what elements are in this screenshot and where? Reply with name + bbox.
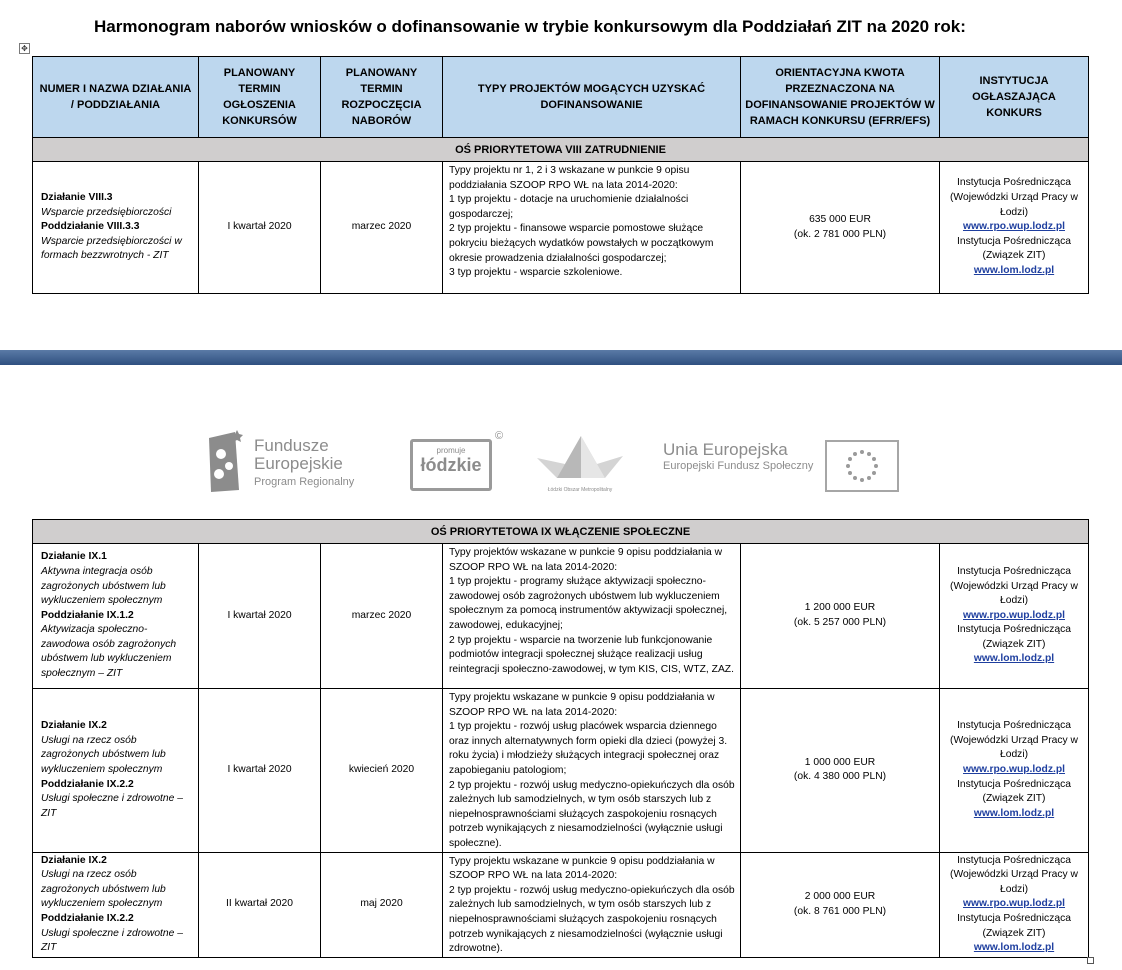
logo-strip (205, 428, 905, 498)
types-line: 1 typ projektu - dotacje na uruchomienie działalności gospodarczej; (449, 194, 689, 220)
fundusze-europejskie-icon (205, 430, 245, 496)
link-wup[interactable]: www.rpo.wup.lodz.pl (963, 763, 1066, 775)
types-line: 1 typ projektu - programy służące aktywizacji społeczno-zawodowej osób zagrożonych ubóstwem lub wykluczeniem społecznym za pomocą instrumentów aktywizacji społecznej, zawodowej, edukacyjnej; (449, 576, 728, 631)
amount-cell (741, 162, 940, 294)
table-resize-handle[interactable] (1087, 957, 1094, 964)
link-lom[interactable]: www.lom.lodz.pl (973, 807, 1055, 819)
eu-flag-icon (825, 440, 899, 492)
announcement-cell: II kwartał 2020 (199, 852, 321, 957)
types-line: 2 typ projektu - rozwój usług medyczno-opiekuńczych dla osób zależnych lub samodzielnych, w tym osób starszych lub z niepełnosprawnościami służących zaspokojeniu rosnących potrzeb wynikających z niesamodzielności (wyłącznie usługi społeczne). (449, 779, 735, 849)
amount-cell (741, 689, 940, 853)
header-announcement: PLANOWANY TERMIN OGŁOSZENIA KONKURSÓW (199, 57, 321, 138)
header-action: NUMER I NAZWA DZIAŁANIA / PODDZIAŁANIA (33, 57, 199, 138)
table-row (33, 544, 1089, 689)
action-cell (33, 162, 199, 294)
amount-eur: 1 000 000 EUR (804, 756, 876, 768)
table-row (33, 852, 1089, 957)
copyright-mark: © (495, 430, 504, 442)
action-name: Wsparcie przedsiębiorczości (41, 206, 172, 218)
fundusze-europejskie-logo (205, 428, 375, 498)
section-title-viii: OŚ PRIORYTETOWA VIII ZATRUDNIENIE (33, 138, 1089, 162)
types-line: 2 typ projektu - rozwój usług medyczno-opiekuńczych dla osób zależnych lub samodzielnych, w tym osób starszych lub z niepełnosprawnościami służących zaspokojeniu rosnących potrzeb wynikających z niesamodzielności (wyłącznie usługi zdrowotne). (449, 884, 735, 955)
table-header-row (33, 57, 1089, 138)
institution-2: Instytucja Pośrednicząca (Związek ZIT) (957, 778, 1071, 805)
action-name: Aktywna integracja osób zagrożonych ubóstwem lub wykluczeniem społecznym (41, 565, 166, 607)
header-start: PLANOWANY TERMIN ROZPOCZĘCIA NABORÓW (321, 57, 443, 138)
page-separator (0, 350, 1122, 365)
section-title-ix: OŚ PRIORYTETOWA IX WŁĄCZENIE SPOŁECZNE (33, 520, 1089, 544)
link-lom[interactable]: www.lom.lodz.pl (973, 653, 1055, 665)
institution-cell (940, 852, 1089, 957)
schedule-table-viii (32, 56, 1089, 294)
start-cell: marzec 2020 (321, 162, 443, 294)
link-wup[interactable]: www.rpo.wup.lodz.pl (962, 221, 1065, 233)
amount-eur: 635 000 EUR (809, 213, 871, 225)
institution-2: Instytucja Pośrednicząca (Związek ZIT) (957, 235, 1071, 262)
announcement-cell: I kwartał 2020 (199, 689, 321, 853)
page-title: Harmonogram naborów wniosków o dofinansowanie w trybie konkursowym dla Poddziałań ZIT na 2020 rok: (94, 17, 966, 36)
eu-line1: Unia Europejska (663, 440, 788, 459)
fe-line3: Program Regionalny (254, 476, 355, 488)
start-cell: kwiecień 2020 (321, 689, 443, 853)
subaction-number: Poddziałanie IX.2.2 (41, 778, 134, 790)
types-line: Typy projektu nr 1, 2 i 3 wskazane w punkcie 9 opisu poddziałania SZOOP RPO WŁ na lata 2014-2020: (449, 165, 690, 191)
link-lom[interactable]: www.lom.lodz.pl (973, 942, 1055, 954)
link-wup[interactable]: www.rpo.wup.lodz.pl (963, 609, 1066, 621)
institution-1: Instytucja Pośrednicząca (Wojewódzki Urząd Pracy w Łodzi) (950, 720, 1078, 761)
link-lom[interactable]: www.lom.lodz.pl (973, 264, 1055, 276)
subaction-name: Usługi społeczne i zdrowotne – ZIT (41, 927, 183, 954)
action-cell (33, 852, 199, 957)
schedule-table-ix (32, 519, 1089, 958)
types-line: Typy projektów wskazane w punkcie 9 opisu poddziałania w SZOOP RPO WŁ na lata 2014-2020: (449, 547, 723, 573)
types-cell (443, 162, 741, 294)
action-cell (33, 689, 199, 853)
link-wup[interactable]: www.rpo.wup.lodz.pl (963, 898, 1066, 910)
types-line: 1 typ projektu - rozwój usług placówek wsparcia dziennego oraz innych alternatywnych form opieki dla dzieci (powyżej 3. roku życia) i młodzieży służących integracji społecznej oraz zapobieganiu patologiom; (449, 721, 728, 776)
table-row (33, 162, 1089, 294)
institution-cell (940, 544, 1089, 689)
announcement-cell: I kwartał 2020 (199, 544, 321, 689)
action-name: Usługi na rzecz osób zagrożonych ubóstwem lub wykluczeniem społecznym (41, 869, 166, 910)
amount-pln: (ok. 8 761 000 PLN) (793, 905, 887, 917)
subaction-number: Poddziałanie IX.1.2 (41, 609, 134, 621)
action-number: Działanie VIII.3 (41, 192, 113, 204)
institution-cell (940, 162, 1089, 294)
action-cell (33, 544, 199, 689)
action-name: Usługi na rzecz osób zagrożonych ubóstwem lub wykluczeniem społecznym (41, 734, 166, 775)
types-cell (443, 852, 741, 957)
announcement-cell: I kwartał 2020 (199, 162, 321, 294)
unia-europejska-text (663, 440, 813, 472)
amount-pln: (ok. 4 380 000 PLN) (793, 771, 887, 783)
types-cell (443, 689, 741, 853)
amount-cell (741, 852, 940, 957)
table-row (33, 689, 1089, 853)
amount-pln: (ok. 2 781 000 PLN) (793, 228, 887, 240)
action-number: Działanie IX.2 (41, 720, 107, 732)
amount-eur: 1 200 000 EUR (804, 602, 876, 614)
types-line: 2 typ projektu - wsparcie na tworzenie lub funkcjonowanie podmiotów integracji społecznej służące realizacji usług reintegracji społeczno-zawodowej, w tym KIS, CIS, WTZ, ZAZ. (449, 634, 734, 675)
action-number: Działanie IX.1 (41, 551, 107, 563)
institution-2: Instytucja Pośrednicząca (Związek ZIT) (957, 624, 1071, 650)
start-cell: marzec 2020 (321, 544, 443, 689)
eu-line2: Europejski Fundusz Społeczny (663, 460, 814, 472)
types-line: 2 typ projektu - finansowe wsparcie pomostowe służące pokryciu bieżących wydatków powstałych w początkowym okresie prowadzenia działalności gospodarczej; (449, 223, 714, 264)
header-institution: INSTYTUCJA OGŁASZAJĄCA KONKURS (940, 57, 1089, 138)
subaction-number: Poddziałanie IX.2.2 (41, 912, 134, 924)
types-line: 3 typ projektu - wsparcie szkoleniowe. (449, 267, 623, 279)
subaction-name: Wsparcie przedsiębiorczości w formach bezzwrotnych - ZIT (41, 235, 182, 262)
header-types: TYPY PROJEKTÓW MOGĄCYCH UZYSKAĆ DOFINANSOWANIE (443, 57, 741, 138)
start-cell: maj 2020 (321, 852, 443, 957)
lom-boat-logo (535, 434, 625, 492)
amount-eur: 2 000 000 EUR (804, 891, 876, 903)
types-line: Typy projektu wskazane w punkcie 9 opisu poddziałania w SZOOP RPO WŁ na lata 2014-2020: (449, 692, 715, 718)
institution-1: Instytucja Pośrednicząca (Wojewódzki Urząd Pracy w Łodzi) (950, 177, 1078, 218)
section-row (33, 520, 1089, 544)
types-line: Typy projektu wskazane w punkcie 9 opisu poddziałania w SZOOP RPO WŁ na lata 2014-2020: (449, 855, 715, 882)
institution-1: Instytucja Pośrednicząca (Wojewódzki Urząd Pracy w Łodzi) (950, 565, 1078, 607)
lodz-big: łódzkie (420, 455, 482, 475)
fe-line2: Europejskie (254, 454, 343, 473)
paper-boat-icon (535, 434, 625, 482)
lodz-small: promuje (436, 446, 466, 455)
move-handle-icon[interactable]: ✥ (19, 43, 30, 54)
boat-caption: Łódzki Obszar Metropolitalny (547, 487, 613, 493)
action-number: Działanie IX.2 (41, 854, 107, 866)
subaction-name: Usługi społeczne i zdrowotne – ZIT (41, 793, 183, 819)
amount-pln: (ok. 5 257 000 PLN) (793, 617, 887, 628)
subaction-name: Aktywizacja społeczno-zawodowa osób zagrożonych ubóstwem lub wykluczeniem społecznym – ZIT (41, 624, 177, 680)
promuje-lodzkie-logo (410, 430, 504, 491)
institution-2: Instytucja Pośrednicząca (Związek ZIT) (957, 912, 1071, 939)
amount-cell (741, 544, 940, 689)
types-cell (443, 544, 741, 689)
subaction-number: Poddziałanie VIII.3.3 (41, 221, 140, 233)
header-amount: ORIENTACYJNA KWOTA PRZEZNACZONA NA DOFINANSOWANIE PROJEKTÓW W RAMACH KONKURSU (EFRR/EFS) (741, 57, 940, 138)
section-row (33, 138, 1089, 162)
fe-line1: Fundusze (254, 436, 329, 455)
institution-cell (940, 689, 1089, 853)
institution-1: Instytucja Pośrednicząca (Wojewódzki Urząd Pracy w Łodzi) (950, 854, 1078, 895)
